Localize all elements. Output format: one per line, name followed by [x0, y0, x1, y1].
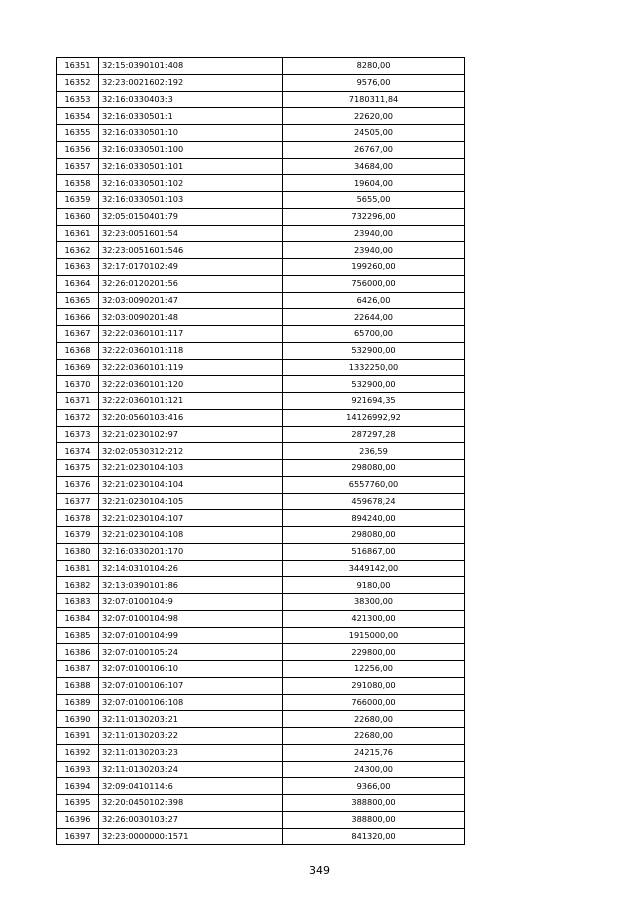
table-row	[57, 778, 465, 795]
row-number-cell: 16366	[57, 309, 99, 326]
value-cell: 23940,00	[283, 225, 465, 242]
table-row	[57, 661, 465, 678]
table-row	[57, 443, 465, 460]
value-cell: 5655,00	[283, 192, 465, 209]
value-cell: 22680,00	[283, 728, 465, 745]
table-row	[57, 711, 465, 728]
value-cell: 199260,00	[283, 259, 465, 276]
table-row	[57, 610, 465, 627]
table-row	[57, 359, 465, 376]
cadastral-number-cell: 32:11:0130203:24	[99, 761, 283, 778]
table-row	[57, 74, 465, 91]
value-cell: 24505,00	[283, 125, 465, 142]
table-row	[57, 677, 465, 694]
table-row	[57, 326, 465, 343]
row-number-cell: 16386	[57, 644, 99, 661]
cadastral-number-cell: 32:22:0360101:120	[99, 376, 283, 393]
row-number-cell: 16383	[57, 594, 99, 611]
value-cell: 24300,00	[283, 761, 465, 778]
value-cell: 9576,00	[283, 74, 465, 91]
table-row	[57, 476, 465, 493]
cadastral-number-cell: 32:16:0330501:100	[99, 141, 283, 158]
table-row	[57, 644, 465, 661]
value-cell: 841320,00	[283, 828, 465, 845]
table-row	[57, 158, 465, 175]
row-number-cell: 16384	[57, 610, 99, 627]
cadastral-number-cell: 32:17:0170102:49	[99, 259, 283, 276]
row-number-cell: 16365	[57, 292, 99, 309]
cadastral-number-cell: 32:15:0390101:408	[99, 58, 283, 75]
row-number-cell: 16362	[57, 242, 99, 259]
row-number-cell: 16367	[57, 326, 99, 343]
cadastral-number-cell: 32:11:0130203:22	[99, 728, 283, 745]
table-row	[57, 309, 465, 326]
cadastral-number-cell: 32:16:0330501:10	[99, 125, 283, 142]
cadastral-number-cell: 32:16:0330201:170	[99, 543, 283, 560]
row-number-cell: 16395	[57, 795, 99, 812]
value-cell: 12256,00	[283, 661, 465, 678]
value-cell: 921694,35	[283, 393, 465, 410]
cadastral-number-cell: 32:21:0230102:97	[99, 426, 283, 443]
row-number-cell: 16359	[57, 192, 99, 209]
cadastral-number-cell: 32:26:0030103:27	[99, 811, 283, 828]
row-number-cell: 16391	[57, 728, 99, 745]
value-cell: 6557760,00	[283, 476, 465, 493]
row-number-cell: 16378	[57, 510, 99, 527]
row-number-cell: 16354	[57, 108, 99, 125]
cadastral-number-cell: 32:22:0360101:119	[99, 359, 283, 376]
cadastral-number-cell: 32:03:0090201:47	[99, 292, 283, 309]
table-row	[57, 510, 465, 527]
row-number-cell: 16361	[57, 225, 99, 242]
value-cell: 1915000,00	[283, 627, 465, 644]
table-row	[57, 108, 465, 125]
cadastral-number-cell: 32:21:0230104:108	[99, 527, 283, 544]
cadastral-number-cell: 32:09:0410114:6	[99, 778, 283, 795]
table-body	[57, 58, 465, 845]
cadastral-number-cell: 32:23:0051601:546	[99, 242, 283, 259]
row-number-cell: 16374	[57, 443, 99, 460]
row-number-cell: 16358	[57, 175, 99, 192]
table-row	[57, 141, 465, 158]
row-number-cell: 16389	[57, 694, 99, 711]
table-row	[57, 811, 465, 828]
value-cell: 298080,00	[283, 527, 465, 544]
row-number-cell: 16363	[57, 259, 99, 276]
cadastral-number-cell: 32:05:0150401:79	[99, 208, 283, 225]
value-cell: 1332250,00	[283, 359, 465, 376]
cadastral-number-cell: 32:16:0330501:1	[99, 108, 283, 125]
table-row	[57, 493, 465, 510]
table-row	[57, 577, 465, 594]
value-cell: 766000,00	[283, 694, 465, 711]
value-cell: 3449142,00	[283, 560, 465, 577]
table-row	[57, 694, 465, 711]
row-number-cell: 16379	[57, 527, 99, 544]
cadastral-number-cell: 32:07:0100104:98	[99, 610, 283, 627]
value-cell: 516867,00	[283, 543, 465, 560]
row-number-cell: 16396	[57, 811, 99, 828]
cadastral-number-cell: 32:22:0360101:117	[99, 326, 283, 343]
value-cell: 14126992,92	[283, 409, 465, 426]
value-cell: 532900,00	[283, 342, 465, 359]
table-row	[57, 275, 465, 292]
cadastral-number-cell: 32:07:0100104:9	[99, 594, 283, 611]
row-number-cell: 16394	[57, 778, 99, 795]
table-row	[57, 527, 465, 544]
table-row	[57, 175, 465, 192]
row-number-cell: 16370	[57, 376, 99, 393]
value-cell: 19604,00	[283, 175, 465, 192]
value-cell: 38300,00	[283, 594, 465, 611]
row-number-cell: 16364	[57, 275, 99, 292]
value-cell: 298080,00	[283, 460, 465, 477]
row-number-cell: 16369	[57, 359, 99, 376]
value-cell: 756000,00	[283, 275, 465, 292]
value-cell: 459678,24	[283, 493, 465, 510]
table-row	[57, 627, 465, 644]
cadastral-number-cell: 32:07:0100106:107	[99, 677, 283, 694]
value-cell: 894240,00	[283, 510, 465, 527]
cadastral-number-cell: 32:22:0360101:118	[99, 342, 283, 359]
value-cell: 23940,00	[283, 242, 465, 259]
value-cell: 34684,00	[283, 158, 465, 175]
value-cell: 8280,00	[283, 58, 465, 75]
value-cell: 287297,28	[283, 426, 465, 443]
row-number-cell: 16371	[57, 393, 99, 410]
cadastral-number-cell: 32:14:0310104:26	[99, 560, 283, 577]
value-cell: 236,59	[283, 443, 465, 460]
cadastral-number-cell: 32:11:0130203:23	[99, 744, 283, 761]
table-row	[57, 460, 465, 477]
row-number-cell: 16381	[57, 560, 99, 577]
table-row	[57, 744, 465, 761]
value-cell: 24215,76	[283, 744, 465, 761]
cadastral-number-cell: 32:26:0120201:56	[99, 275, 283, 292]
row-number-cell: 16388	[57, 677, 99, 694]
cadastral-number-cell: 32:20:0560103:416	[99, 409, 283, 426]
cadastral-number-cell: 32:20:0450102:398	[99, 795, 283, 812]
row-number-cell: 16397	[57, 828, 99, 845]
row-number-cell: 16368	[57, 342, 99, 359]
table-row	[57, 409, 465, 426]
row-number-cell: 16357	[57, 158, 99, 175]
table-row	[57, 292, 465, 309]
table-row	[57, 393, 465, 410]
value-cell: 7180311,84	[283, 91, 465, 108]
value-cell: 22680,00	[283, 711, 465, 728]
row-number-cell: 16393	[57, 761, 99, 778]
row-number-cell: 16356	[57, 141, 99, 158]
value-cell: 6426,00	[283, 292, 465, 309]
row-number-cell: 16375	[57, 460, 99, 477]
row-number-cell: 16355	[57, 125, 99, 142]
table-row	[57, 594, 465, 611]
table-row	[57, 225, 465, 242]
row-number-cell: 16390	[57, 711, 99, 728]
table-row	[57, 543, 465, 560]
row-number-cell: 16380	[57, 543, 99, 560]
row-number-cell: 16377	[57, 493, 99, 510]
table-row	[57, 761, 465, 778]
table-row	[57, 560, 465, 577]
page-number: 349	[309, 864, 330, 877]
value-cell: 22620,00	[283, 108, 465, 125]
table-row	[57, 208, 465, 225]
table-row	[57, 728, 465, 745]
value-cell: 9366,00	[283, 778, 465, 795]
value-cell: 291080,00	[283, 677, 465, 694]
table-row	[57, 342, 465, 359]
value-cell: 9180,00	[283, 577, 465, 594]
value-cell: 26767,00	[283, 141, 465, 158]
table-row	[57, 58, 465, 75]
row-number-cell: 16387	[57, 661, 99, 678]
cadastral-number-cell: 32:02:0530312:212	[99, 443, 283, 460]
table-row	[57, 795, 465, 812]
table-row	[57, 192, 465, 209]
cadastral-number-cell: 32:21:0230104:103	[99, 460, 283, 477]
row-number-cell: 16372	[57, 409, 99, 426]
cadastral-number-cell: 32:21:0230104:107	[99, 510, 283, 527]
value-cell: 22644,00	[283, 309, 465, 326]
value-cell: 421300,00	[283, 610, 465, 627]
cadastral-number-cell: 32:03:0090201:48	[99, 309, 283, 326]
cadastral-number-cell: 32:13:0390101:86	[99, 577, 283, 594]
table-row	[57, 91, 465, 108]
table-row	[57, 376, 465, 393]
data-table	[56, 57, 465, 845]
cadastral-number-cell: 32:22:0360101:121	[99, 393, 283, 410]
row-number-cell: 16376	[57, 476, 99, 493]
cadastral-number-cell: 32:07:0100106:108	[99, 694, 283, 711]
value-cell: 532900,00	[283, 376, 465, 393]
cadastral-number-cell: 32:07:0100104:99	[99, 627, 283, 644]
value-cell: 388800,00	[283, 795, 465, 812]
cadastral-number-cell: 32:21:0230104:104	[99, 476, 283, 493]
row-number-cell: 16382	[57, 577, 99, 594]
row-number-cell: 16351	[57, 58, 99, 75]
value-cell: 388800,00	[283, 811, 465, 828]
row-number-cell: 16352	[57, 74, 99, 91]
value-cell: 65700,00	[283, 326, 465, 343]
cadastral-number-cell: 32:07:0100106:10	[99, 661, 283, 678]
cadastral-number-cell: 32:16:0330501:101	[99, 158, 283, 175]
table-row	[57, 426, 465, 443]
cadastral-number-cell: 32:07:0100105:24	[99, 644, 283, 661]
cadastral-number-cell: 32:21:0230104:105	[99, 493, 283, 510]
cadastral-number-cell: 32:16:0330501:103	[99, 192, 283, 209]
table-row	[57, 828, 465, 845]
cadastral-number-cell: 32:16:0330403:3	[99, 91, 283, 108]
cadastral-number-cell: 32:23:0000000:1571	[99, 828, 283, 845]
row-number-cell: 16353	[57, 91, 99, 108]
table-row	[57, 125, 465, 142]
cadastral-number-cell: 32:23:0021602:192	[99, 74, 283, 91]
cadastral-number-cell: 32:11:0130203:21	[99, 711, 283, 728]
value-cell: 229800,00	[283, 644, 465, 661]
cadastral-number-cell: 32:23:0051601:54	[99, 225, 283, 242]
value-cell: 732296,00	[283, 208, 465, 225]
row-number-cell: 16373	[57, 426, 99, 443]
table-row	[57, 259, 465, 276]
row-number-cell: 16392	[57, 744, 99, 761]
row-number-cell: 16385	[57, 627, 99, 644]
table-row	[57, 242, 465, 259]
cadastral-number-cell: 32:16:0330501:102	[99, 175, 283, 192]
row-number-cell: 16360	[57, 208, 99, 225]
